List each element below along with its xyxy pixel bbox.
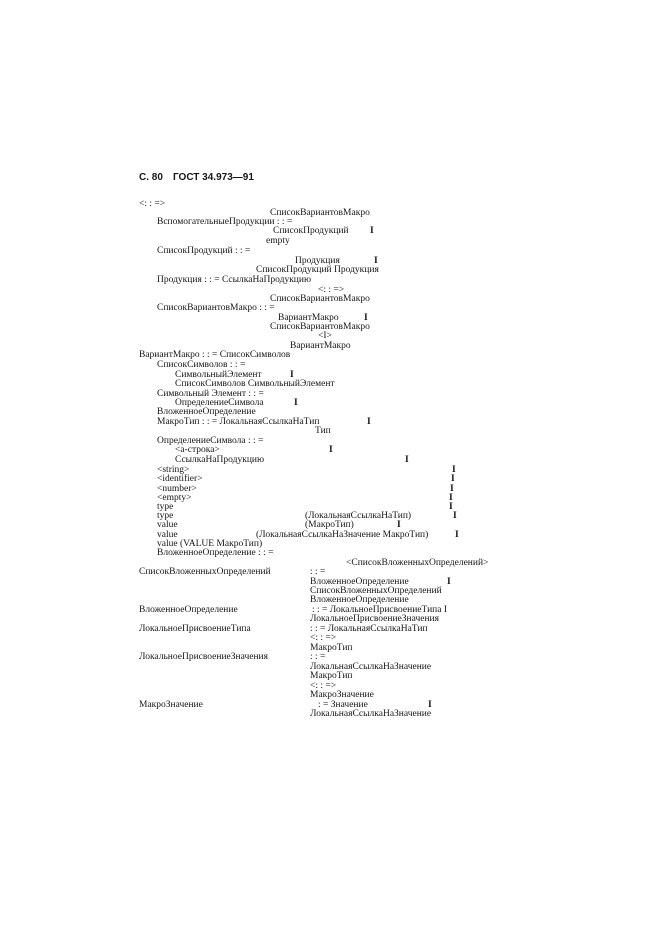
- grammar-line: ВложенноеОпределение: [310, 577, 409, 587]
- grammar-line: ОпределениеСимвола: [175, 398, 264, 408]
- grammar-line: ВариантМакро: [290, 341, 351, 351]
- alternative-bar: I: [452, 465, 456, 475]
- grammar-line: ЛокальноеПрисвоениеТипа: [139, 624, 251, 634]
- grammar-line: ВариантМакро: [278, 313, 339, 323]
- grammar-line: ВложенноеОпределение: [310, 595, 409, 605]
- page-number: С. 80: [139, 172, 163, 183]
- grammar-line: МакроТип: [310, 671, 353, 681]
- grammar-line: Продукция: [295, 256, 340, 266]
- grammar-line: <: : =>: [318, 285, 345, 295]
- grammar-line: Символьный Элемент : : =: [157, 389, 264, 399]
- grammar-line: <identifier>: [157, 474, 203, 484]
- grammar-line: ЛокальноеПрисвоениеЗначения: [310, 614, 439, 624]
- alternative-bar: I: [370, 226, 374, 236]
- grammar-line: value: [157, 520, 178, 530]
- grammar-line: value: [157, 530, 178, 540]
- grammar-line: <: : =>: [139, 199, 166, 209]
- grammar-line: type: [157, 502, 174, 512]
- grammar-line: ВложенноеОпределение: [139, 605, 238, 615]
- grammar-line: empty: [266, 236, 290, 246]
- grammar-line: СписокВариантовМакро: [270, 294, 370, 304]
- alternative-bar: I: [428, 700, 432, 710]
- grammar-line: value (VALUE МакроТип): [157, 539, 263, 549]
- alternative-bar: I: [405, 455, 409, 465]
- grammar-line: МакроЗначение: [310, 690, 374, 700]
- grammar-line: <: : =>: [310, 681, 337, 691]
- grammar-line: СсылкаНаПродукцию: [175, 455, 265, 465]
- grammar-line: ВспомогательныеПродукции : : =: [157, 217, 293, 227]
- grammar-line: СписокВариантовМакро : : =: [157, 303, 275, 313]
- grammar-line: Продукция : : = СсылкаНаПродукцию: [157, 275, 312, 285]
- grammar-line: : : = ЛокальноеПрисвоениеТипа I: [312, 605, 448, 615]
- grammar-line: (ЛокальнаяСсылкаНаТип): [305, 511, 412, 521]
- grammar-line: : = Значение: [318, 700, 368, 710]
- grammar-line: СписокСимволов СимвольныйЭлемент: [175, 379, 335, 389]
- grammar-line: (МакроТип): [305, 520, 354, 530]
- grammar-line: СписокВложенныхОпределений: [310, 586, 442, 596]
- grammar-line: МакроТип: [310, 643, 353, 653]
- alternative-bar: I: [294, 398, 298, 408]
- grammar-line: ВложенноеОпределение: [157, 407, 256, 417]
- alternative-bar: I: [364, 313, 368, 323]
- grammar-line: type: [157, 511, 174, 521]
- grammar-line: ЛокальноеПрисвоениеЗначения: [139, 652, 268, 662]
- alternative-bar: I: [453, 511, 457, 521]
- grammar-line: СписокПродукций Продукция: [256, 265, 379, 275]
- grammar-line: : : =: [310, 652, 326, 662]
- grammar-line: : : = ЛокальнаяСсылкаНаТип: [310, 624, 428, 634]
- grammar-line: СписокПродукций: [273, 226, 349, 236]
- grammar-line: ЛокальнаяСсылкаНаЗначение: [310, 709, 432, 719]
- alternative-bar: I: [374, 256, 378, 266]
- alternative-bar: I: [329, 445, 333, 455]
- grammar-line: СписокВложенныхОпределений: [139, 567, 271, 577]
- grammar-line: : : =: [310, 567, 326, 577]
- grammar-line: <string>: [157, 465, 190, 475]
- grammar-line: СписокСимволов : : =: [157, 360, 246, 370]
- standard-number: ГОСТ 34.973—91: [173, 172, 254, 183]
- grammar-line: (ЛокальнаяСсылкаНаЗначение МакроТип): [256, 530, 429, 540]
- alternative-bar: I: [397, 520, 401, 530]
- alternative-bar: I: [450, 484, 454, 494]
- alternative-bar: I: [290, 370, 294, 380]
- alternative-bar: I: [449, 493, 453, 503]
- alternative-bar: I: [455, 530, 459, 540]
- grammar-line: СписокВариантовМакро: [270, 322, 370, 332]
- grammar-line: ВариантМакро : : = СписокСимволов: [139, 350, 291, 360]
- grammar-line: Тип: [315, 426, 331, 436]
- grammar-line: ЛокальнаяСсылкаНаЗначение: [310, 662, 432, 672]
- grammar-line: ВложенноеОпределение : : =: [157, 548, 274, 558]
- grammar-line: СписокПродукций : : =: [157, 246, 251, 256]
- grammar-line: <СписокВложенныхОпределений>: [346, 558, 489, 568]
- alternative-bar: I: [451, 474, 455, 484]
- alternative-bar: I: [449, 502, 453, 512]
- grammar-line: СписокВариантовМакро: [270, 208, 370, 218]
- grammar-line: <I>: [318, 331, 332, 341]
- grammar-line: <a-строка>: [175, 445, 220, 455]
- alternative-bar: I: [447, 577, 451, 587]
- grammar-line: МакроЗначение: [139, 700, 203, 710]
- grammar-line: МакроТип : : = ЛокальнаяСсылкаНаТип: [157, 417, 320, 427]
- grammar-line: СимвольныйЭлемент: [175, 370, 262, 380]
- alternative-bar: I: [367, 417, 371, 427]
- grammar-line: <: : =>: [310, 633, 337, 643]
- grammar-line: ОпределениеСимвола : : =: [157, 436, 264, 446]
- grammar-line: <number>: [157, 484, 197, 494]
- grammar-line: <empty>: [157, 493, 192, 503]
